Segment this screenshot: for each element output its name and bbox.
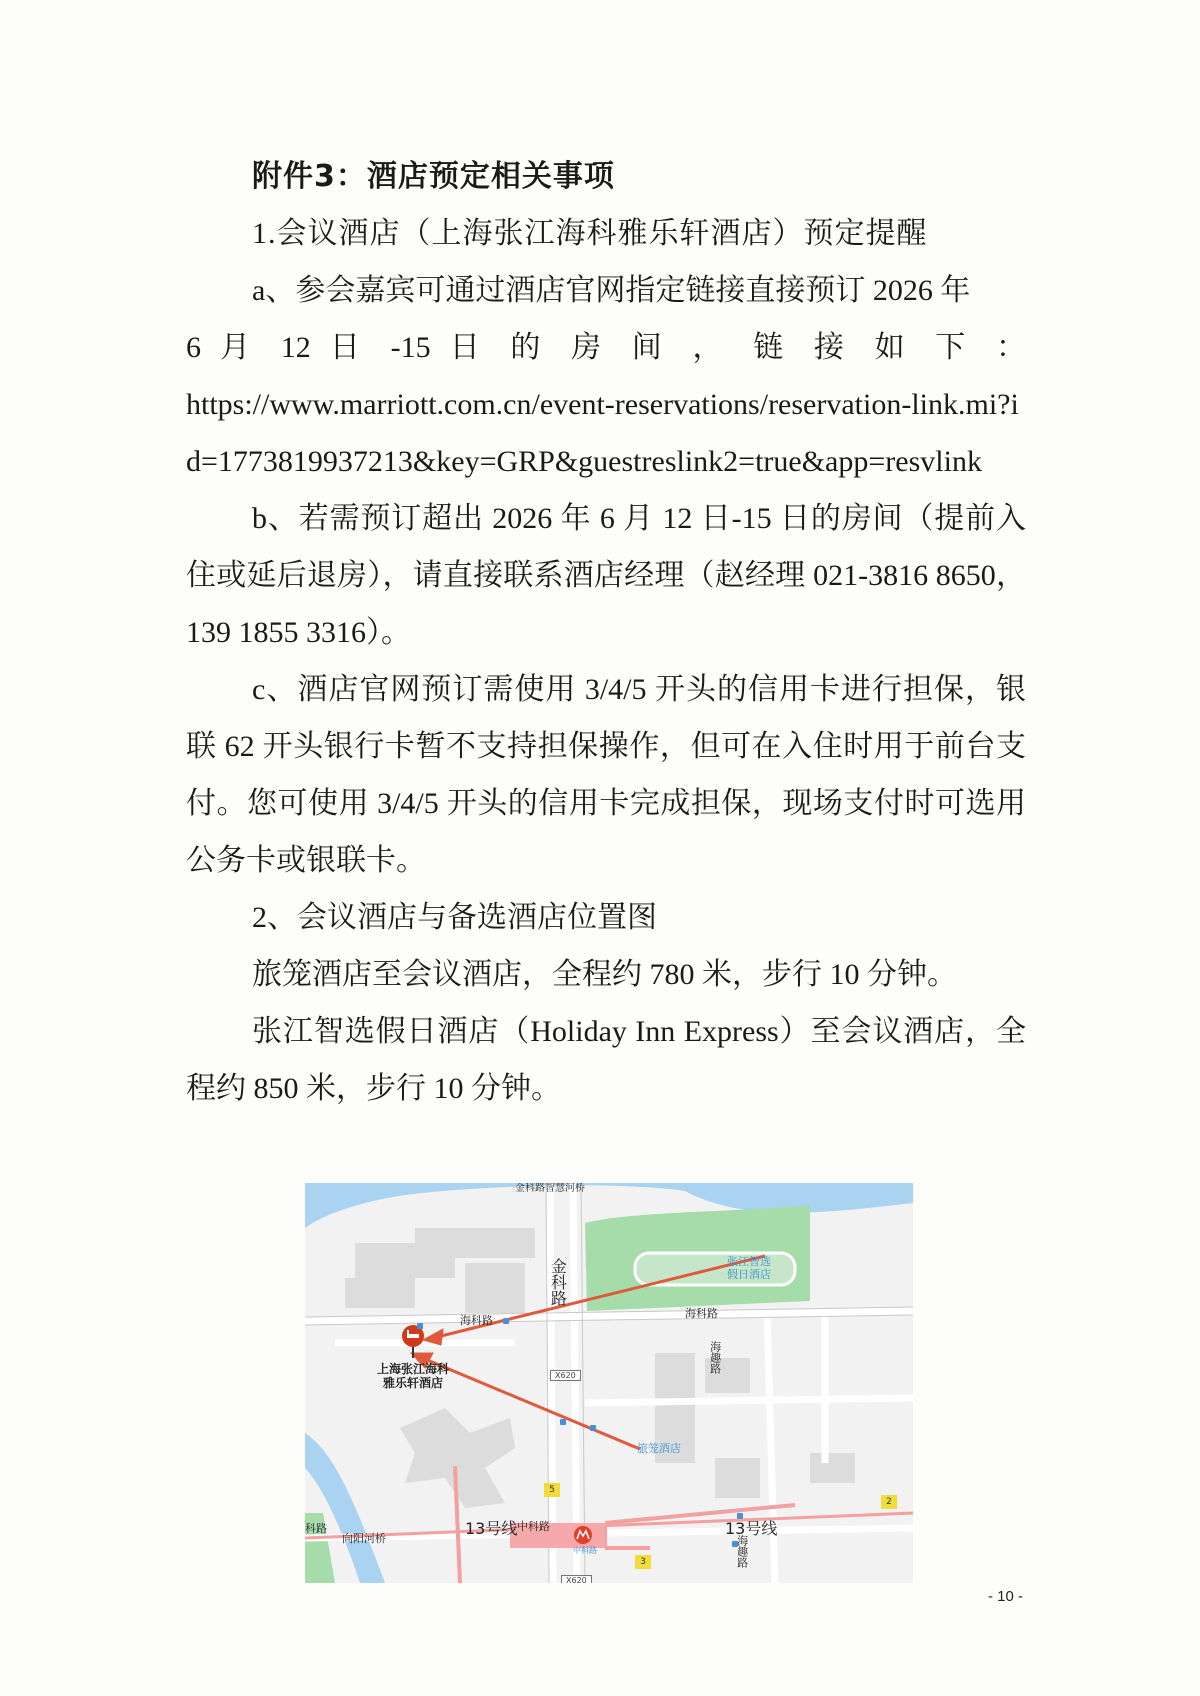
map-label-haiqu-road-top: 海趣路: [708, 1341, 722, 1374]
item-a-line1: a、参会嘉宾可通过酒店官网指定链接直接预订 2026 年: [252, 274, 971, 307]
road-tag-x620: X620: [550, 1370, 581, 1381]
map-label-jinke-road: 金科路: [548, 1258, 568, 1306]
holiday-inn-label: [727, 1256, 771, 1281]
metro-line-13-left: 13号线: [465, 1519, 518, 1538]
map-label-haiqu-road-bottom: 海趣路: [735, 1535, 749, 1568]
metro-exit-3: 3: [635, 1555, 651, 1569]
route-lvlong: 旅笼酒店至会议酒店，全程约 780 米，步行 10 分钟。: [252, 958, 957, 991]
text-body: [186, 148, 1026, 1117]
page-title: 附件3：酒店预定相关事项: [252, 159, 615, 194]
conference-hotel-label: [377, 1363, 449, 1391]
route-holiday-inn: 张江智选假日酒店（Holiday Inn Express）至会议酒店，全程约 850 米，步行 10 分钟。: [186, 1015, 1026, 1105]
section1-heading: 1.会议酒店（上海张江海科雅乐轩酒店）预定提醒: [252, 217, 928, 250]
reservation-link[interactable]: https://www.marriott.com.cn/event-reservations/reservation-link.mi?id=1773819937213&key=GRP&guestreslink2=true&app=resvlink: [186, 388, 1019, 478]
hotel-location-map: [305, 1183, 913, 1583]
holiday-inn-label-line1: 张江智选: [727, 1255, 771, 1268]
metro-exit-5: 5: [544, 1483, 560, 1497]
road-tag-x620-bottom: X620: [561, 1575, 592, 1583]
holiday-inn-label-line2: 假日酒店: [727, 1267, 771, 1281]
item-c: c、酒店官网预订需使用 3/4/5 开头的信用卡进行担保，银联 62 开头银行卡暂不支持担保操作，但可在入住时用于前台支付。您可使用 3/4/5 开头的信用卡完成担保，现场支付时可选用公务卡或银联卡。: [186, 673, 1026, 877]
metro-line-13-right: 13号线: [725, 1519, 778, 1538]
section2-heading: 2、会议酒店与备选酒店位置图: [252, 901, 657, 934]
map-label-xiangyang-bridge: 向阳河桥: [342, 1532, 386, 1545]
map-label-haike-road-left: 海科路: [460, 1314, 493, 1327]
map-label-haike-road-right: 海科路: [685, 1307, 718, 1320]
page-number: - 10 -: [988, 1588, 1024, 1605]
conference-hotel-label-line1: 上海张江海科: [377, 1362, 450, 1376]
conference-hotel-label-line2: 雅乐轩酒店: [383, 1375, 444, 1390]
map-label-bridge-top: 金科路智慧河桥: [515, 1183, 585, 1194]
item-a-line2: 6 月 12 日 -15 日 的 房 间 ， 链 接 如 下 ：: [186, 331, 1026, 364]
map-label-left-road: 科路: [305, 1522, 327, 1535]
lvlong-hotel-label: 旅笼酒店: [637, 1442, 681, 1455]
metro-station-small: 中科路: [573, 1546, 597, 1555]
metro-exit-2: 2: [881, 1495, 897, 1509]
metro-station-zhongke: 中科路: [517, 1520, 550, 1533]
item-b: b、若需预订超出 2026 年 6 月 12 日-15 日的房间（提前入住或延后退房），请直接联系酒店经理（赵经理 021-3816 8650，139 1855 3316）。: [186, 502, 1026, 649]
